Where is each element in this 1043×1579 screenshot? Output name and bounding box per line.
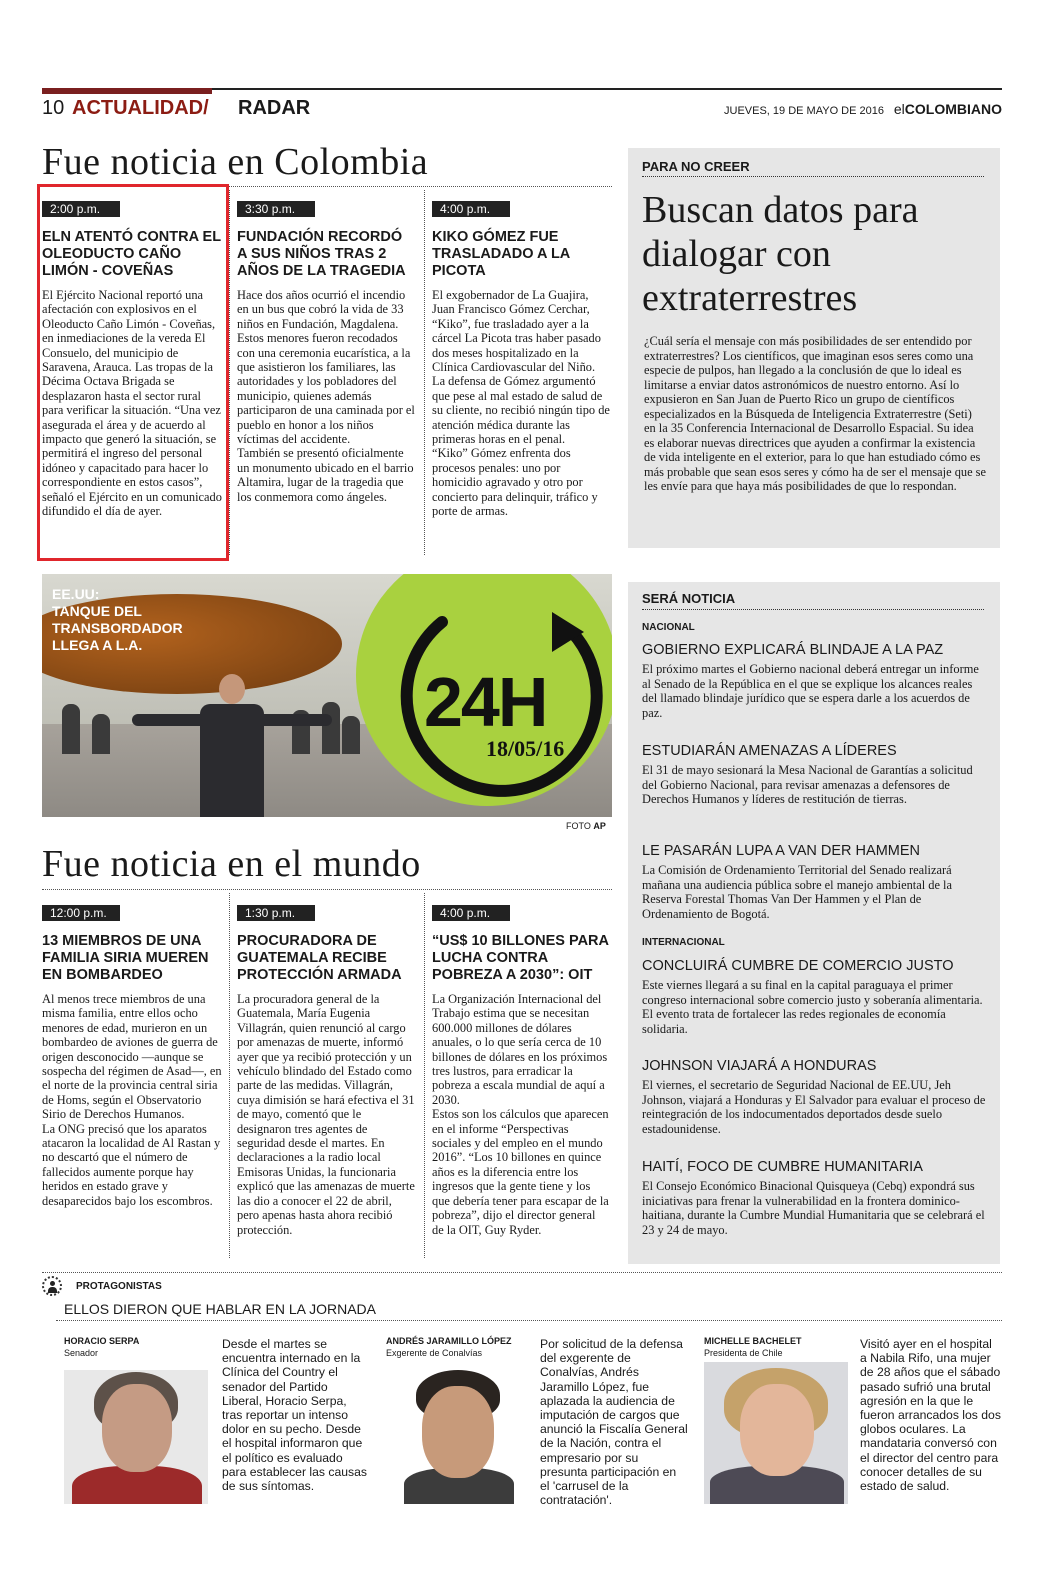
person-text: Visitó ayer en el hospital a Nabila Rifo, una mujer de 28 años que el sábado pasado sufrió una brutal agresión en la que le fueron arrancados los dos globos oculares. La mandataria conversó con el director del centro para conocer detalles de su estado de salud.: [860, 1337, 1001, 1494]
portrait-horacio-serpa: [64, 1370, 208, 1504]
page-number: 10: [42, 97, 65, 119]
person-role: Exgerente de Conalvías: [386, 1348, 483, 1358]
section-name: ACTUALIDAD/: [72, 97, 209, 119]
mundo-story-2: [237, 905, 415, 1237]
sera-noticia-item: [642, 743, 986, 807]
column-divider: [424, 893, 425, 1258]
person-role: Senador: [64, 1348, 99, 1358]
time-badge: 4:00 p.m.: [432, 905, 510, 921]
sera-noticia-item: [642, 958, 986, 1036]
person-name: HORACIO SERPA: [64, 1336, 140, 1346]
item-body: La Comisión de Ordenamiento Territorial del Senado realizará mañana una audiencia pública sobre el manejo ambiental de la Reserva Forestal Thomas Van Der Hammen y el Plan de Ordenamiento de Bogotá.: [642, 863, 952, 921]
person-text: Desde el martes se encuentra internado en la Clínica del Country el senador del Partido Liberal, Horacio Serpa, tras reportar un intenso dolor en su pecho. Desde el hospital informaron que el político es evaluado para establecer las causas de sus síntomas.: [222, 1337, 367, 1494]
badge-date: 18/05/16: [486, 736, 565, 761]
badge-24h: 24H: [424, 663, 547, 741]
subsection-name: RADAR: [238, 97, 311, 119]
protagonistas-title: ELLOS DIERON QUE HABLAR EN LA JORNADA: [64, 1301, 376, 1317]
top-rule-accent: [42, 88, 212, 94]
photo-credit: FOTO AP: [566, 821, 606, 831]
item-body: El Consejo Económico Binacional Quisqueya (Cebq) expondrá sus iniciativas para frenar la vulnerabilidad en la frontera dominico-haitiana, durante la Cumbre Mundial Humanitaria que se celebrará el 23 y 24 de mayo.: [642, 1179, 985, 1237]
mundo-rule: [42, 889, 612, 890]
mundo-story-3: [432, 905, 610, 1237]
story-body: Al menos trece miembros de una misma familia, entre ellos ocho menores de edad, murieron en un bombardeo de aviones de guerra de origen desconocido —aunque se sospecha del régimen de Asad—, en el norte de la provincia central siria de Homs, según el Observatorio Sirio de Derechos Humanos. La ONG precisó que los aparatos atacaron la localidad de Al Rastan y no descartó que el número de fallecidos aumente porque hay heridos en estado grave y desaparecidos bajo los escombros.: [42, 992, 222, 1208]
story-body: La procuradora general de la Guatemala, María Eugenia Villagrán, quien renunció al cargo por amenazas de muerte, informó ayer que ya recibió protección y un vehículo blindado del Estado como parte de las medidas. Villagrán, cuya dimisión se hará efectiva el 31 de mayo, comentó que le designaron tres agentes de seguridad desde el martes. En declaraciones a la radio local Emisoras Unidas, la funcionaria explicó que las amenazas de muerte las dio a conocer el 22 de abril, pero apenas hasta ahora recibió protección.: [237, 992, 415, 1237]
sera-noticia-item: [642, 1159, 986, 1237]
protagonistas-label: PROTAGONISTAS: [76, 1281, 162, 1292]
story-headline: ELN ATENTÓ CONTRA EL OLEODUCTO CAÑO LIMÓN - COVEÑAS: [42, 229, 221, 279]
brand-logo: elCOLOMBIANO: [893, 101, 1002, 117]
time-badge: 4:00 p.m.: [432, 201, 510, 217]
time-badge: 1:30 p.m.: [237, 905, 315, 921]
man-arms-open-image: [192, 674, 272, 817]
protagonistas-rule: [42, 1272, 1002, 1273]
para-no-creer-body: ¿Cuál sería el mensaje con más posibilidades de ser entendido por extraterrestres? Los científicos, que imaginan esos seres como una especie de pulpos, han llegado a la conclusión de que lo ideal es limitarse a enviar datos astronómicos de nuestro entorno. Así lo expusieron en San Juan de Puerto Rico un grupo de científicos especializados en la Búsqueda de Inteligencia Extraterrestre (Seti) en la 35 Conferencia Internacional de Desarrollo Espacial. Su idea es elaborar nuevas directrices que ayuden a confirmar la existencia de vida inteligente en el exterior, para lo que han estudiado cómo es más probable que sean esos seres y cómo ha de ser el mensaje que se les envíe para que haya más posibilidades de que lo respondan.: [644, 334, 987, 493]
story-headline: “US$ 10 BILLONES PARA LUCHA CONTRA POBREZA A 2030”: OIT: [432, 933, 609, 983]
story-body: Hace dos años ocurrió el incendio en un bus que cobró la vida de 33 niños en Fundación, Magdalena. Estos menores fueron recodados con una ceremonia eucarística, a la que asistieron los familiares, las autoridades y los pobladores del municipio, quienes además participaron de una caminada por el pueblo en honor a los niños víctimas del accidente. También se presentó oficialmente un monumento ubicado en el barrio Altamira, lugar de la tragedia que los conmemora como ángeles.: [237, 288, 415, 504]
person-text: Por solicitud de la defensa del exgerente de Conalvías, Andrés Jaramillo López, fue aplazada la audiencia de imputación de cargos que anunció la Fiscalía General de la Nación, contra el empresario por su presunta participación en el 'carrusel de la contratación'.: [540, 1337, 688, 1508]
colombia-story-2: [237, 201, 415, 504]
item-headline: LE PASARÁN LUPA A VAN DER HAMMEN: [642, 843, 920, 859]
sera-noticia-item: [642, 642, 986, 720]
sera-noticia-rule: [642, 609, 984, 610]
item-headline: HAITÍ, FOCO DE CUMBRE HUMANITARIA: [642, 1159, 923, 1175]
person-icon: [42, 1276, 62, 1296]
issue-date: JUEVES, 19 DE MAYO DE 2016: [724, 105, 884, 117]
story-body: El Ejército Nacional reportó una afectación con explosivos en el Oleoducto Caño Limón - Coveñas, en inmediaciones de la vereda El Consuelo, del municipio de Saravena, Arauca. Las tropas de la Décima Octava Brigada se desplazaron hasta el sector rural para verificar la situación. “Una vez asegurada el área y de acuerdo al impacto que generó la situación, se permitirá el ingreso del personal idóneo y capacitado para hacer lo correspondiente en estos casos”, señaló el Ejército en un comunicado difundido el día de ayer.: [42, 288, 222, 519]
banner-caption: EE.UU: TANQUE DEL TRANSBORDADOR LLEGA A L.A.: [52, 586, 183, 653]
item-body: El próximo martes el Gobierno nacional deberá entregar un informe al Senado de la República en el que se explique los alcances reales del llamado blindaje jurídico que se espera darle a los acuerdos de paz.: [642, 662, 979, 720]
item-headline: ESTUDIARÁN AMENAZAS A LÍDERES: [642, 743, 897, 759]
item-headline: GOBIERNO EXPLICARÁ BLINDAJE A LA PAZ: [642, 642, 944, 658]
item-headline: JOHNSON VIAJARÁ A HONDURAS: [642, 1058, 877, 1074]
sera-noticia-label: SERÁ NOTICIA: [642, 591, 736, 606]
mundo-section-title: Fue noticia en el mundo: [42, 843, 421, 885]
protagonistas-subrule: [56, 1320, 1002, 1321]
column-divider: [424, 190, 425, 555]
mundo-story-1: [42, 905, 224, 1208]
portrait-andres-jaramillo: [400, 1368, 516, 1504]
time-badge: 3:30 p.m.: [237, 201, 315, 217]
sera-noticia-item: [642, 1058, 986, 1136]
story-body: El exgobernador de La Guajira, Juan Francisco Gómez Cerchar, “Kiko”, fue trasladado ayer a la cárcel La Picota tras haber pasado dos meses hospitalizado en la Clínica Cardiovascular del Niño. La defensa de Gómez argumentó que pese al mal estado de salud de su cliente, no recibió ningún tipo de atención médica durante las primeras horas en el penal. “Kiko” Gómez enfrenta dos procesos penales: uno por homicidio agravado y otro por concierto para delinquir, tráfico y porte de armas.: [432, 288, 610, 519]
column-divider: [229, 893, 230, 1258]
time-badge: 12:00 p.m.: [42, 905, 120, 921]
story-headline: 13 MIEMBROS DE UNA FAMILIA SIRIA MUEREN EN BOMBARDEO: [42, 933, 209, 983]
colombia-section-title: Fue noticia en Colombia: [42, 141, 429, 183]
person-role: Presidenta de Chile: [704, 1348, 783, 1358]
para-no-creer-headline: Buscan datos para dialogar con extraterrestres: [642, 189, 919, 319]
time-badge: 2:00 p.m.: [42, 201, 120, 217]
story-headline: PROCURADORA DE GUATEMALA RECIBE PROTECCIÓN ARMADA: [237, 933, 402, 983]
person-name: ANDRÉS JARAMILLO LÓPEZ: [386, 1336, 512, 1346]
para-no-creer-rule: [642, 176, 984, 177]
sera-noticia-item: [642, 843, 986, 921]
banner-photo: [42, 574, 612, 817]
item-body: El viernes, el secretario de Seguridad Nacional de EE.UU, Jeh Johnson, viajará a Honduras y El Salvador para evaluar el proceso de reintegración de los indocumentados deportados desde suelo estadounidense.: [642, 1078, 986, 1136]
portrait-michelle-bachelet: [704, 1362, 848, 1504]
story-headline: KIKO GÓMEZ FUE TRASLADADO A LA PICOTA: [432, 229, 570, 279]
column-divider: [229, 190, 230, 555]
item-headline: CONCLUIRÁ CUMBRE DE COMERCIO JUSTO: [642, 958, 954, 974]
category-nacional: NACIONAL: [642, 622, 695, 633]
person-name: MICHELLE BACHELET: [704, 1336, 802, 1346]
story-body: La Organización Internacional del Trabajo estima que se necesitan 600.000 millones de dólares anuales, o lo que sería cerca de 10 billones de dólares en los próximos tres lustros, para erradicar la pobreza a escala mundial de aquí a 2030. Estos son los cálculos que aparecen en el informe “Perspectivas sociales y del empleo en el mundo 2016”. “Los 10 billones en quince años es la diferencia entre los ingresos que la gente tiene y los que debería tener para escapar de la pobreza”, dijo el director general de la OIT, Guy Ryder.: [432, 992, 609, 1237]
para-no-creer-label: PARA NO CREER: [642, 159, 750, 174]
highlight-box: [37, 184, 229, 561]
item-body: Este viernes llegará a su final en la capital paraguaya el primer congreso internacional sobre comercio justo y soberanía alimentaria. El evento trata de fortalecer las redes regionales de economía solidaria.: [642, 978, 983, 1036]
story-headline: FUNDACIÓN RECORDÓ A SUS NIÑOS TRAS 2 AÑOS DE LA TRAGEDIA: [237, 229, 406, 279]
page-header: [42, 97, 1002, 123]
colombia-story-3: [432, 201, 610, 519]
item-body: El 31 de mayo sesionará la Mesa Nacional de Garantías a solicitud del Gobierno Nacional, para revisar amenazas a defensores de Derechos Humanos y líderes de restitución de tierras.: [642, 763, 973, 806]
category-internacional: INTERNACIONAL: [642, 937, 725, 948]
